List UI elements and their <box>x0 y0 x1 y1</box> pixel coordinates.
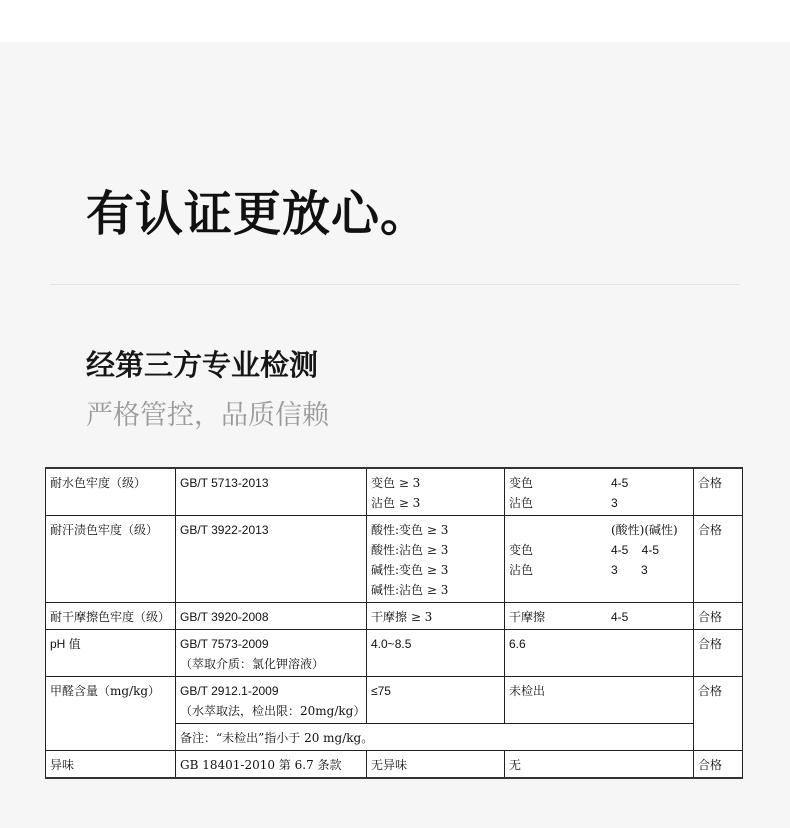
verdict: 合格 <box>694 603 743 630</box>
page-headline: 有认证更放心。 <box>86 186 430 242</box>
requirement: 变色 ≥ 3 沾色 ≥ 3 <box>367 468 505 516</box>
table-row <box>46 516 743 603</box>
item-name: 耐汗渍色牢度（级） <box>46 516 176 603</box>
verdict: 合格 <box>694 677 743 751</box>
requirement: 无异味 <box>367 751 505 779</box>
requirement: 酸性:变色 ≥ 3 酸性:沾色 ≥ 3 碱性:变色 ≥ 3 碱性:沾色 ≥ 3 <box>367 516 505 603</box>
test-standard: GB/T 2912.1-2009 （水萃取法，检出限：20mg/kg） <box>176 677 367 724</box>
test-standard: GB/T 7573-2009 （萃取介质：氯化钾溶液） <box>176 630 367 677</box>
verdict: 合格 <box>694 516 743 603</box>
test-standard: GB/T 5713-2013 <box>176 468 367 516</box>
requirement: 4.0~8.5 <box>367 630 505 677</box>
requirement: ≤75 <box>367 677 505 724</box>
test-result: 未检出 <box>505 677 694 724</box>
item-name: pH 值 <box>46 630 176 677</box>
item-name: 耐干摩擦色牢度（级） <box>46 603 176 630</box>
table-row <box>46 603 743 630</box>
verdict: 合格 <box>694 630 743 677</box>
section-tagline: 严格管控，品质信赖 <box>86 400 329 431</box>
test-standard: GB 18401-2010 第 6.7 条款 <box>176 751 367 779</box>
table-row <box>46 751 743 779</box>
test-standard: GB/T 3920-2008 <box>176 603 367 630</box>
requirement: 干摩擦 ≥ 3 <box>367 603 505 630</box>
test-result: (酸性)(碱性) 变色 4-5 4-5 沾色 3 3 <box>505 516 694 603</box>
test-result: 变色 4-5 沾色 3 <box>505 468 694 516</box>
test-standard: GB/T 3922-2013 <box>176 516 367 603</box>
item-name: 甲醛含量（mg/kg） <box>46 677 176 751</box>
item-name: 异味 <box>46 751 176 779</box>
test-result: 干摩擦 4-5 <box>505 603 694 630</box>
table-row <box>46 468 743 516</box>
section-subtitle: 经第三方专业检测 <box>86 348 319 382</box>
verdict: 合格 <box>694 468 743 516</box>
table-row <box>46 630 743 677</box>
table-note: 备注：“未检出”指小于 20 mg/kg。 <box>176 724 694 751</box>
table-row <box>46 677 743 724</box>
verdict: 合格 <box>694 751 743 779</box>
test-report-table <box>45 467 743 779</box>
test-result: 无 <box>505 751 694 779</box>
divider <box>50 284 740 285</box>
test-result: 6.6 <box>505 630 694 677</box>
item-name: 耐水色牢度（级） <box>46 468 176 516</box>
